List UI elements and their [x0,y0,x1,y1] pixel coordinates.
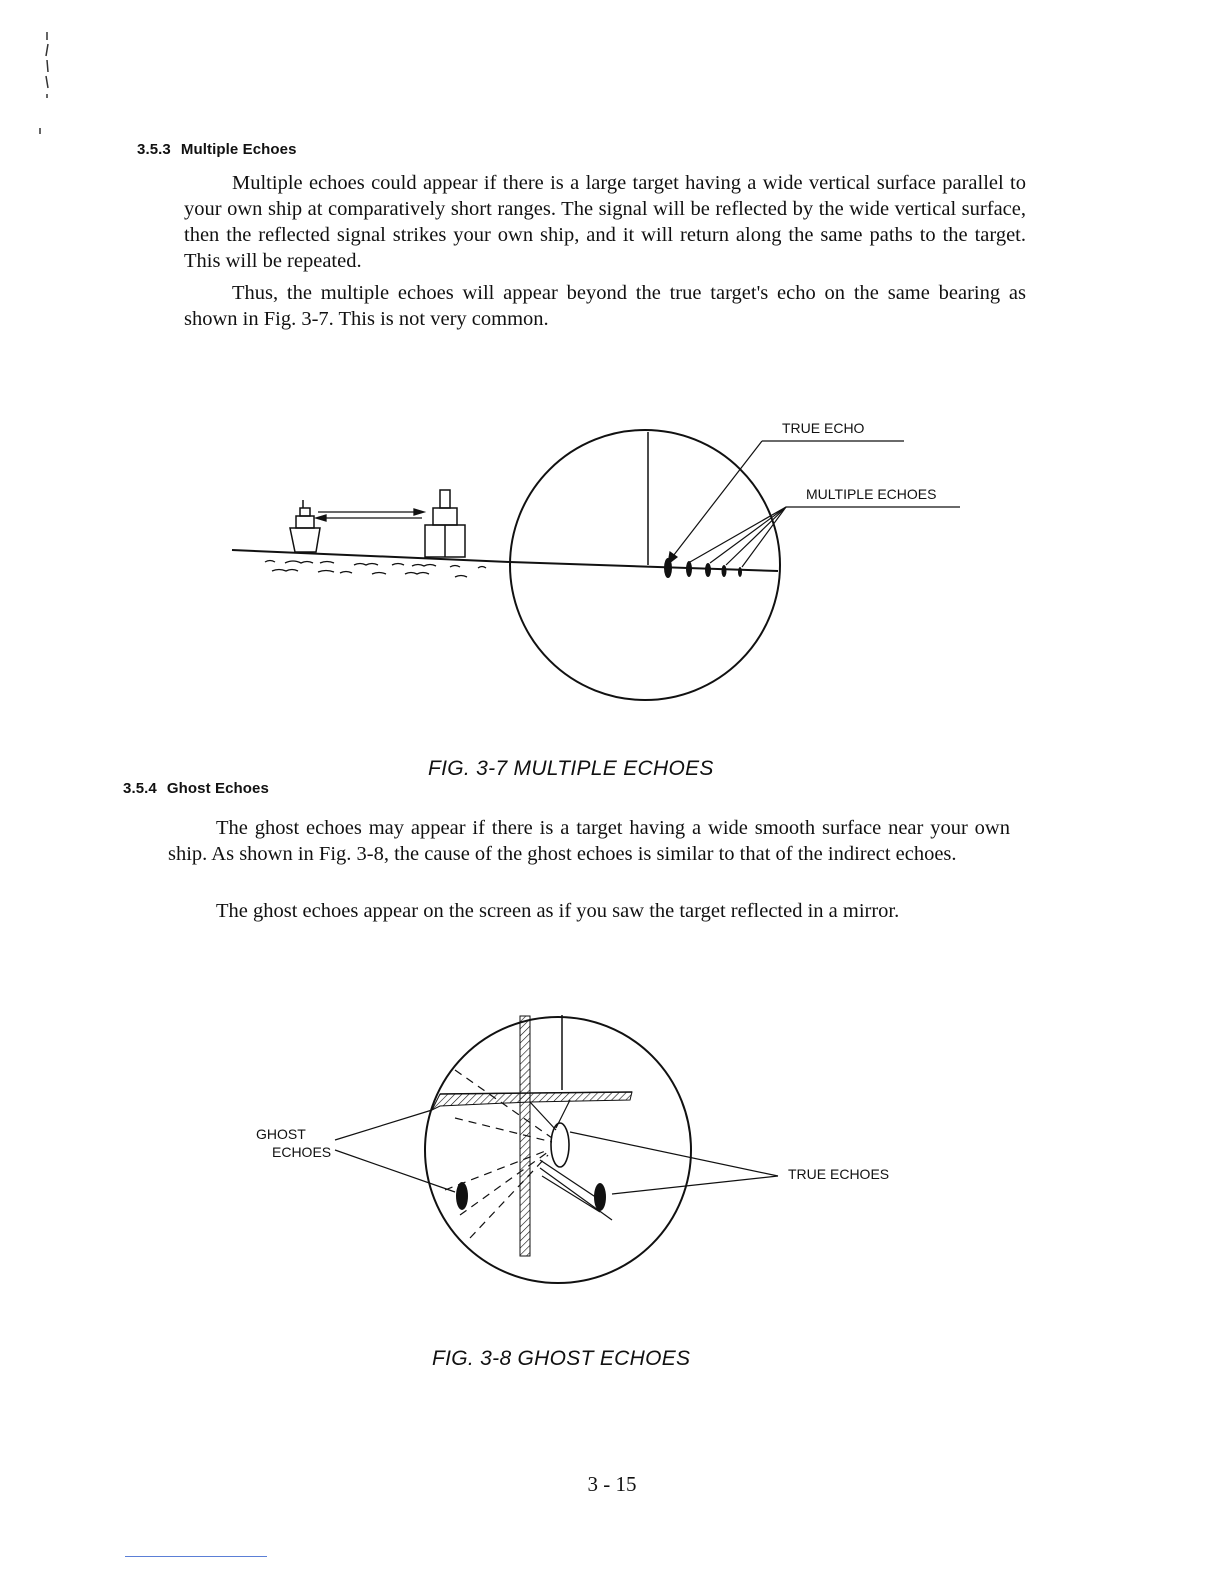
bearing-line [510,562,778,571]
paragraph-ghost-echoes-2: The ghost echoes appear on the screen as if you saw the target reflected in a mirror. [216,900,900,922]
label-multiple-echoes: MULTIPLE ECHOES [806,486,937,502]
scan-artifact [35,30,51,110]
leader-lines [668,441,960,567]
paragraph-multiple-echoes-2: Thus, the multiple echoes will appear beyond the true target's echo on the same bearing as shown in Fig. 3-7. This is not very common. [184,282,1026,330]
section-number: 3.5.3 [137,141,171,158]
footer-rule [125,1556,267,1557]
label-ghost-echoes-line1: GHOST [256,1126,306,1142]
own-ship-icon [290,500,320,552]
paragraph-multiple-echoes-1: Multiple echoes could appear if there is a large target having a wide vertical surface parallel to your own ship at comparatively short ranges. The signal will be reflected by the wide vertical surface, then the reflected signal strikes your own ship, and it will return along the same paths to the target. This will be repeated. [184,172,1026,272]
signal-arrows [316,509,424,521]
sea-line [232,550,510,562]
figure-3-7-multiple-echoes [0,400,1224,720]
section-heading-ghost-echoes [123,780,269,797]
figure-3-8-ghost-echoes [0,1000,1224,1300]
section-number: 3.5.4 [123,780,157,797]
section-heading-multiple-echoes [137,141,297,158]
waves [265,561,486,578]
horizontal-wall [432,1092,632,1110]
label-true-echo: TRUE ECHO [782,420,865,436]
section-title: Ghost Echoes [166,780,269,797]
figure-3-7-caption: FIG. 3-7 MULTIPLE ECHOES [428,757,714,780]
target-structure-icon [425,490,465,557]
paragraph-ghost-echoes-1: The ghost echoes may appear if there is a target having a wide smooth surface near your own ship. As shown in Fig. 3-8, the cause of the ghost echoes is similar to that of the indirect echoes. [168,817,1010,865]
ghost-echo-blip [456,1182,468,1210]
true-echo-blip [594,1183,606,1211]
figure-3-8-caption: FIG. 3-8 GHOST ECHOES [432,1347,691,1370]
own-ship-marker [551,1123,569,1167]
section-title: Multiple Echoes [180,141,297,158]
label-true-echoes: TRUE ECHOES [788,1166,890,1182]
label-ghost-echoes-line2: ECHOES [272,1144,332,1160]
page-number: 3 - 15 [587,1472,637,1496]
